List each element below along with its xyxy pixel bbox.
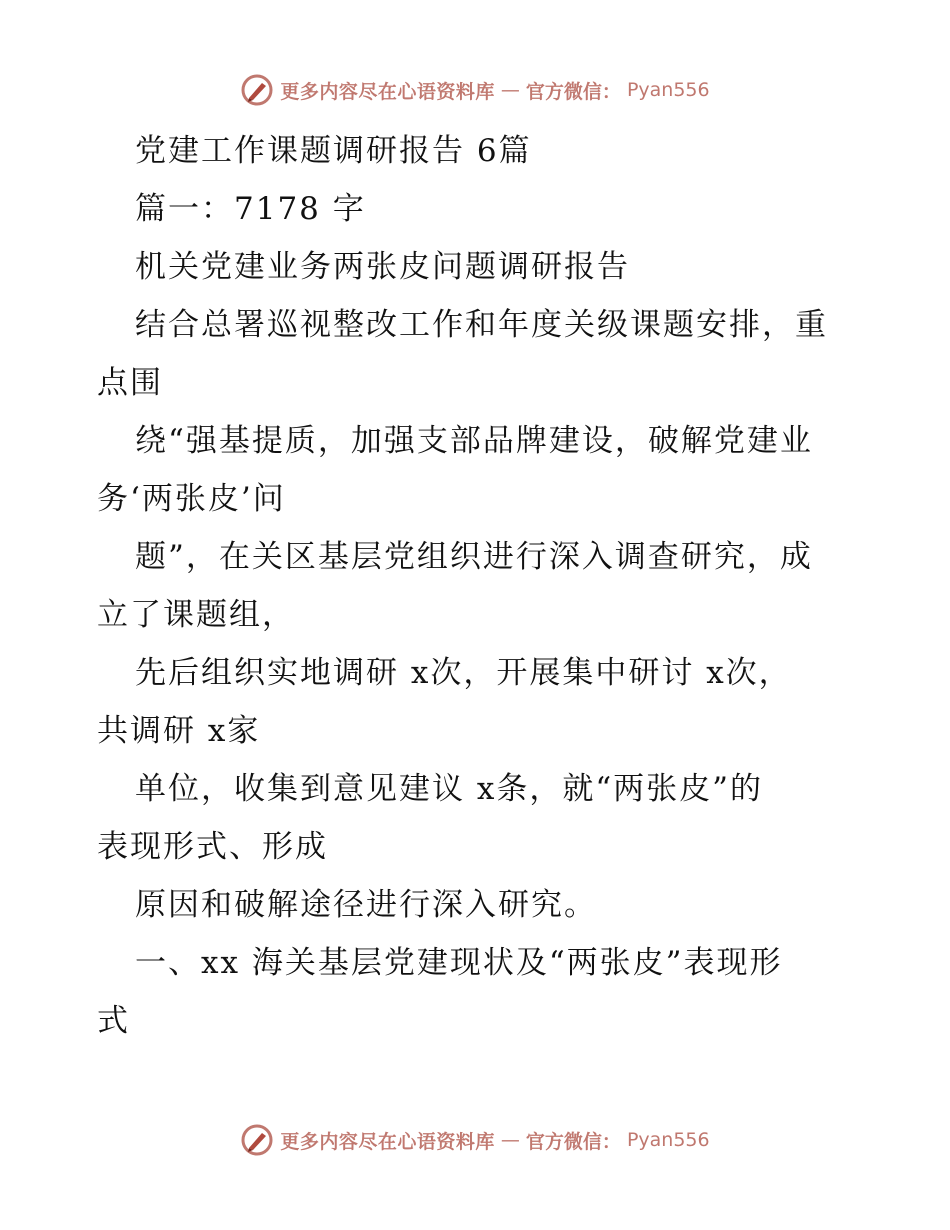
watermark-banner-top [0,68,950,112]
doc-line: 表现形式、形成 [97,829,328,865]
doc-line: 一、xx 海关基层党建现状及“两张皮”表现形 [135,945,783,981]
watermark-dash: — [500,1129,520,1151]
watermark-wechat-id: Pyan556 [626,1129,710,1151]
watermark-wechat-label: 官方微信： [525,80,621,103]
watermark-wechat-label: 官方微信： [525,1130,621,1153]
doc-line: 单位，收集到意见建议 x条，就“两张皮”的 [135,771,764,807]
doc-line: 点围 [97,365,163,401]
doc-line: 务‘两张皮’问 [97,481,286,517]
pen-logo-icon [240,1123,274,1157]
watermark-text: 更多内容尽在心语资料库 [280,1130,495,1153]
doc-line: 绕“强基提质，加强支部品牌建设，破解党建业 [135,423,813,459]
watermark-dash: — [500,79,520,101]
watermark-banner-bottom [0,1118,950,1162]
doc-line: 题”，在关区基层党组织进行深入调查研究，成 [135,539,813,575]
watermark-text: 更多内容尽在心语资料库 [280,80,495,103]
document-body [97,122,857,1050]
doc-line: 共调研 x家 [97,713,261,749]
doc-line: 结合总署巡视整改工作和年度关级课题安排，重 [135,307,828,343]
doc-line: 机关党建业务两张皮问题调研报告 [135,249,630,285]
doc-line: 篇一：7178 字 [135,191,366,227]
doc-line: 立了课题组， [97,597,295,633]
pen-logo-icon [240,73,274,107]
doc-line: 党建工作课题调研报告 6篇 [135,133,532,169]
doc-line: 原因和破解途径进行深入研究。 [135,887,597,923]
watermark-wechat-id: Pyan556 [626,79,710,101]
doc-line: 式 [97,1003,130,1039]
doc-line: 先后组织实地调研 x次，开展集中研讨 x次， [135,655,792,691]
